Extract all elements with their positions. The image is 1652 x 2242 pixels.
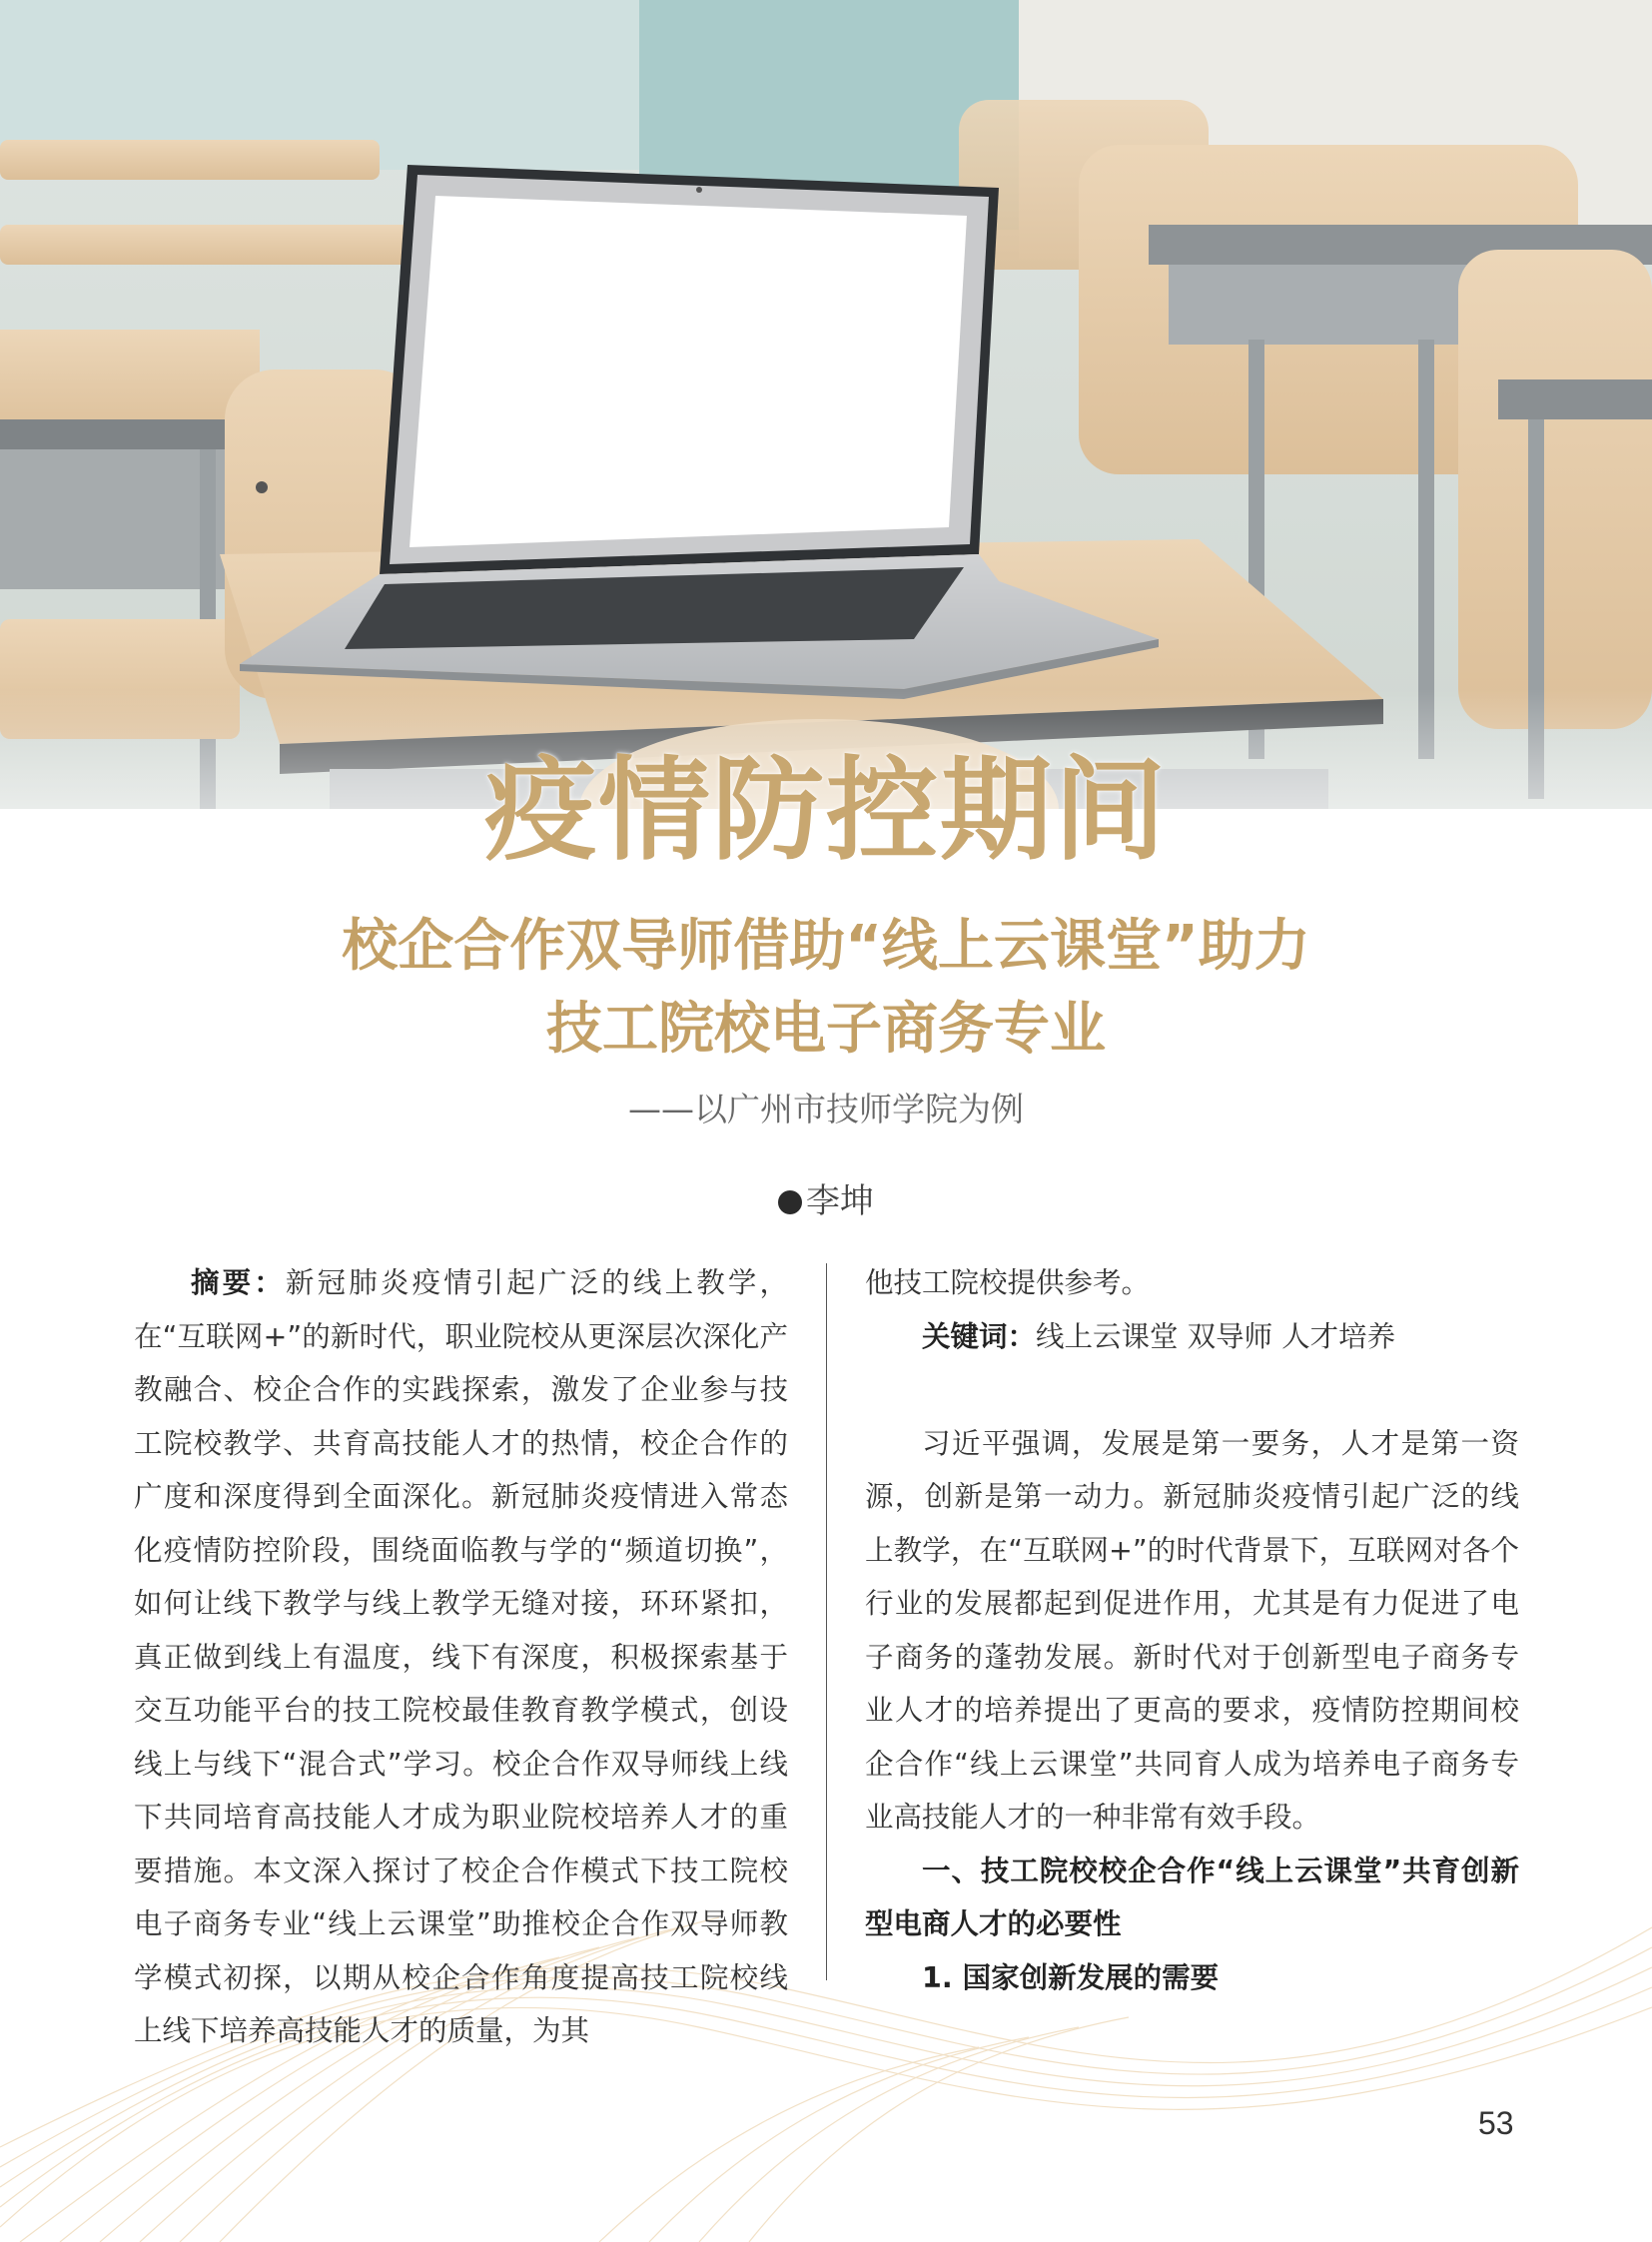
body-intro: 习近平强调，发展是第一要务，人才是第一资源，创新是第一动力。新冠肺炎疫情引起广泛的线上教学，在“互联网+”的时代背景下，互联网对各个行业的发展都起到促进作用，尤其是有力促进了电子商务的蓬勃发展。新时代对于创新型电子商务专业人才的培养提出了更高的要求，疫情防控期间校企合作“线上云课堂”共同育人成为培养电子商务专业高技能人才的一种非常有效手段。 bbox=[865, 1426, 1519, 1834]
abstract-paragraph bbox=[134, 1256, 788, 2058]
keywords-label: 关键词： bbox=[922, 1319, 1037, 1353]
title-main: 疫情防控期间 bbox=[484, 746, 1168, 876]
abstract-continued: 他技工院校提供参考。 bbox=[865, 1266, 1151, 1299]
title-sub-line2: 技工院校电子商务专业 bbox=[546, 997, 1106, 1062]
bullet-icon bbox=[778, 1190, 802, 1214]
title-sub-line1: 校企合作双导师借助“线上云课堂”助力 bbox=[342, 914, 1310, 979]
right-column bbox=[865, 1256, 1519, 2004]
author-line bbox=[0, 1173, 1652, 1222]
spacer bbox=[865, 1363, 1519, 1417]
page-number: 53 bbox=[1478, 2105, 1514, 2141]
left-column bbox=[134, 1256, 788, 2058]
author-name: 李坤 bbox=[806, 1181, 874, 1221]
hero-image bbox=[0, 0, 1652, 809]
subsection-heading: 1. 国家创新发展的需要 bbox=[922, 1960, 1220, 1994]
abstract-text: 新冠肺炎疫情引起广泛的线上教学，在“互联网+”的新时代，职业院校从更深层次深化产教融合、校企合作的实践探索，激发了企业参与技工院校教学、共育高技能人才的热情，校企合作的广度和深度得到全面深化。新冠肺炎疫情进入常态化疫情防控阶段，围绕面临教与学的“频道切换”，如何让线下教学与线上教学无缝对接，环环紧扣，真正做到线上有温度，线下有深度，积极探索基于交互功能平台的技工院校最佳教育教学模式，创设线上与线下“混合式”学习。校企合作双导师线上线下共同培育高技能人才成为职业院校培养人才的重要措施。本文深入探讨了校企合作模式下技工院校电子商务专业“线上云课堂”助推校企合作双导师教学模式初探，以期从校企合作角度提高技工院校线上线下培养高技能人才的质量，为其 bbox=[134, 1266, 788, 2047]
section-heading: 一、技工院校校企合作“线上云课堂”共育创新型电商人才的必要性 bbox=[865, 1854, 1519, 1940]
keywords-text: 线上云课堂 双导师 人才培养 bbox=[1036, 1319, 1396, 1353]
title-case: ——以广州市技师学院为例 bbox=[628, 1090, 1024, 1128]
keywords-paragraph bbox=[865, 1310, 1519, 1364]
column-divider bbox=[826, 1263, 827, 1980]
abstract-label: 摘要： bbox=[191, 1266, 286, 1299]
